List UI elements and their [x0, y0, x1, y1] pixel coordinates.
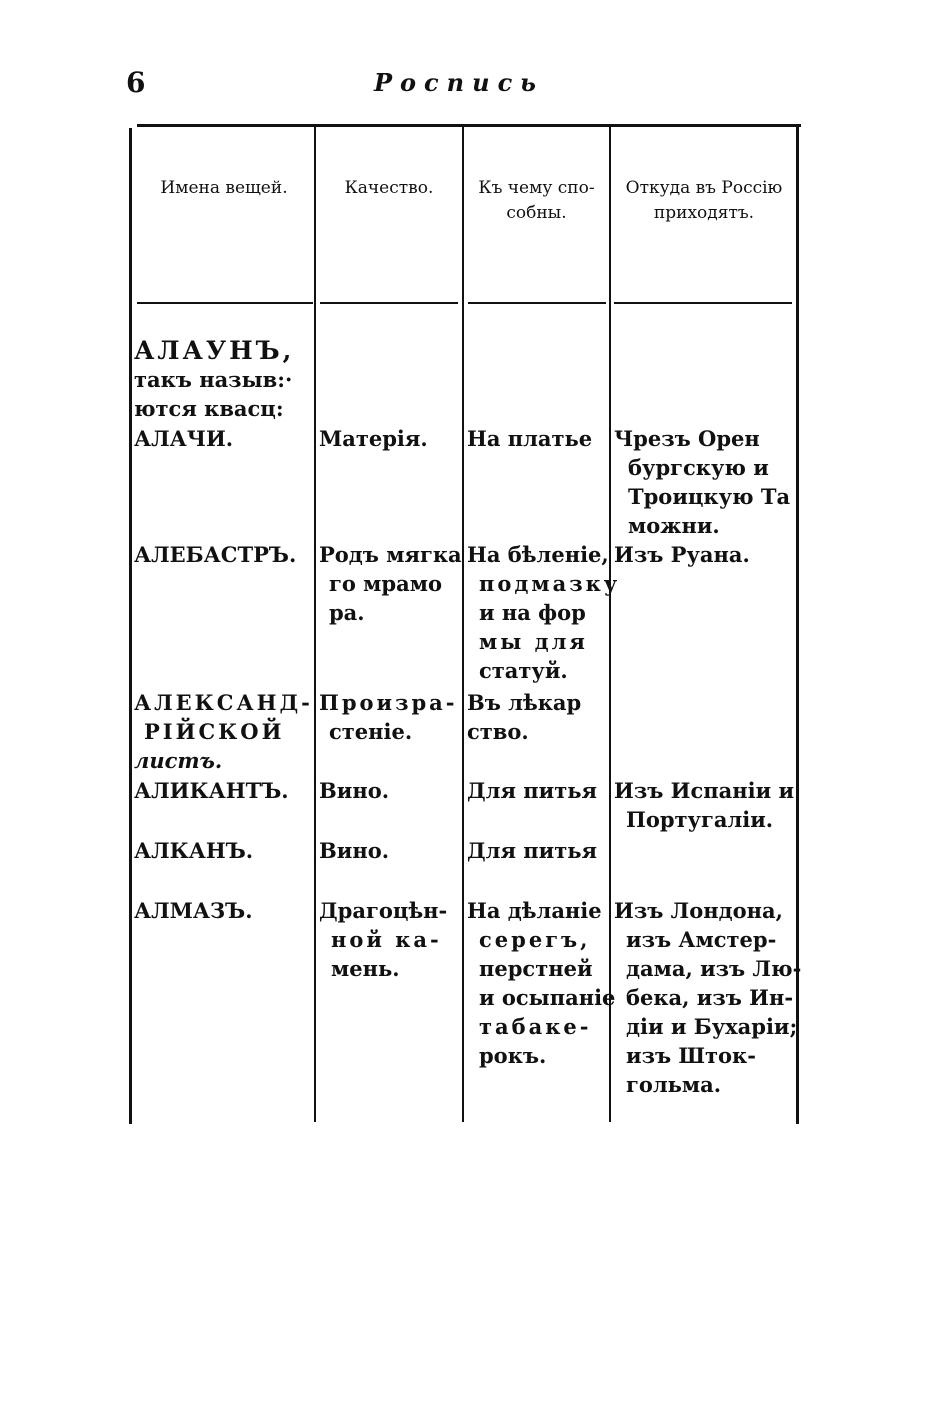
row-alebastr-name: АЛЕБАСТРЪ.: [134, 542, 297, 567]
header-quality: Качество.: [344, 178, 434, 198]
row-aleksandriyskoy-name: АЛЕКСАНД- РІЙСКОЙ листъ.: [134, 690, 313, 773]
row-almaz-quality: Драгоцѣн- ной ка- мень.: [319, 898, 448, 981]
column-divider-2: [462, 124, 464, 1122]
row-alebastr-quality: Родъ мягка го мрамо ра.: [319, 542, 462, 625]
column-divider-1: [314, 124, 316, 1122]
row-alikant-quality: Вино.: [319, 778, 390, 803]
header-use: Къ чему спо- собны.: [478, 178, 595, 223]
row-alkan-use: Для питья: [467, 838, 598, 863]
table-top-rule: [137, 124, 801, 127]
page-number: 6: [126, 66, 146, 99]
running-head: Роспись: [374, 68, 545, 97]
header-rule-4: [614, 302, 792, 304]
header-origin: Откуда въ Россію приходятъ.: [625, 178, 783, 223]
row-alachi-origin: Чрезъ Орен бургскую и Троицкую Та можни.: [614, 426, 791, 538]
table-left-border: [129, 128, 132, 1124]
row-alebastr-use: На бѣленіе, подмазку и на фор мы для статуй.: [467, 542, 621, 683]
row-almaz-name: АЛМАЗЪ.: [134, 898, 253, 923]
row-alikant-name: АЛИКАНТЪ.: [134, 778, 289, 803]
row-alikant-origin: Изъ Испаніи и Португаліи.: [614, 778, 795, 832]
row-alikant-use: Для питья: [467, 778, 598, 803]
row-alkan-quality: Вино.: [319, 838, 390, 863]
row-alkan-name: АЛКАНЪ.: [134, 838, 254, 863]
row-alaun-name: АЛАУНЪ, такъ назыв:· ются квасц:: [134, 336, 295, 421]
header-rule-3: [468, 302, 606, 304]
row-alebastr-origin: Изъ Руана.: [614, 542, 750, 567]
row-almaz-use: На дѣланіе серегъ, перстней и осыпаніе табаке- рокъ.: [467, 898, 616, 1068]
row-alachi-use: На платье: [467, 426, 593, 451]
row-alachi-name: АЛАЧИ.: [134, 426, 234, 451]
header-name: Имена вещей.: [160, 178, 288, 198]
row-alachi-quality: Матерія.: [319, 426, 428, 451]
row-aleksandriyskoy-quality: Произра- стеніе.: [319, 690, 458, 744]
row-almaz-origin: Изъ Лондона, изъ Амстер- дама, изъ Лю- бека, изъ Ин- діи и Бухаріи; изъ Шток- гольма.: [614, 898, 802, 1097]
header-rule-1: [137, 302, 313, 304]
row-aleksandriyskoy-use: Въ лѣкар ство.: [467, 690, 582, 744]
header-rule-2: [320, 302, 458, 304]
